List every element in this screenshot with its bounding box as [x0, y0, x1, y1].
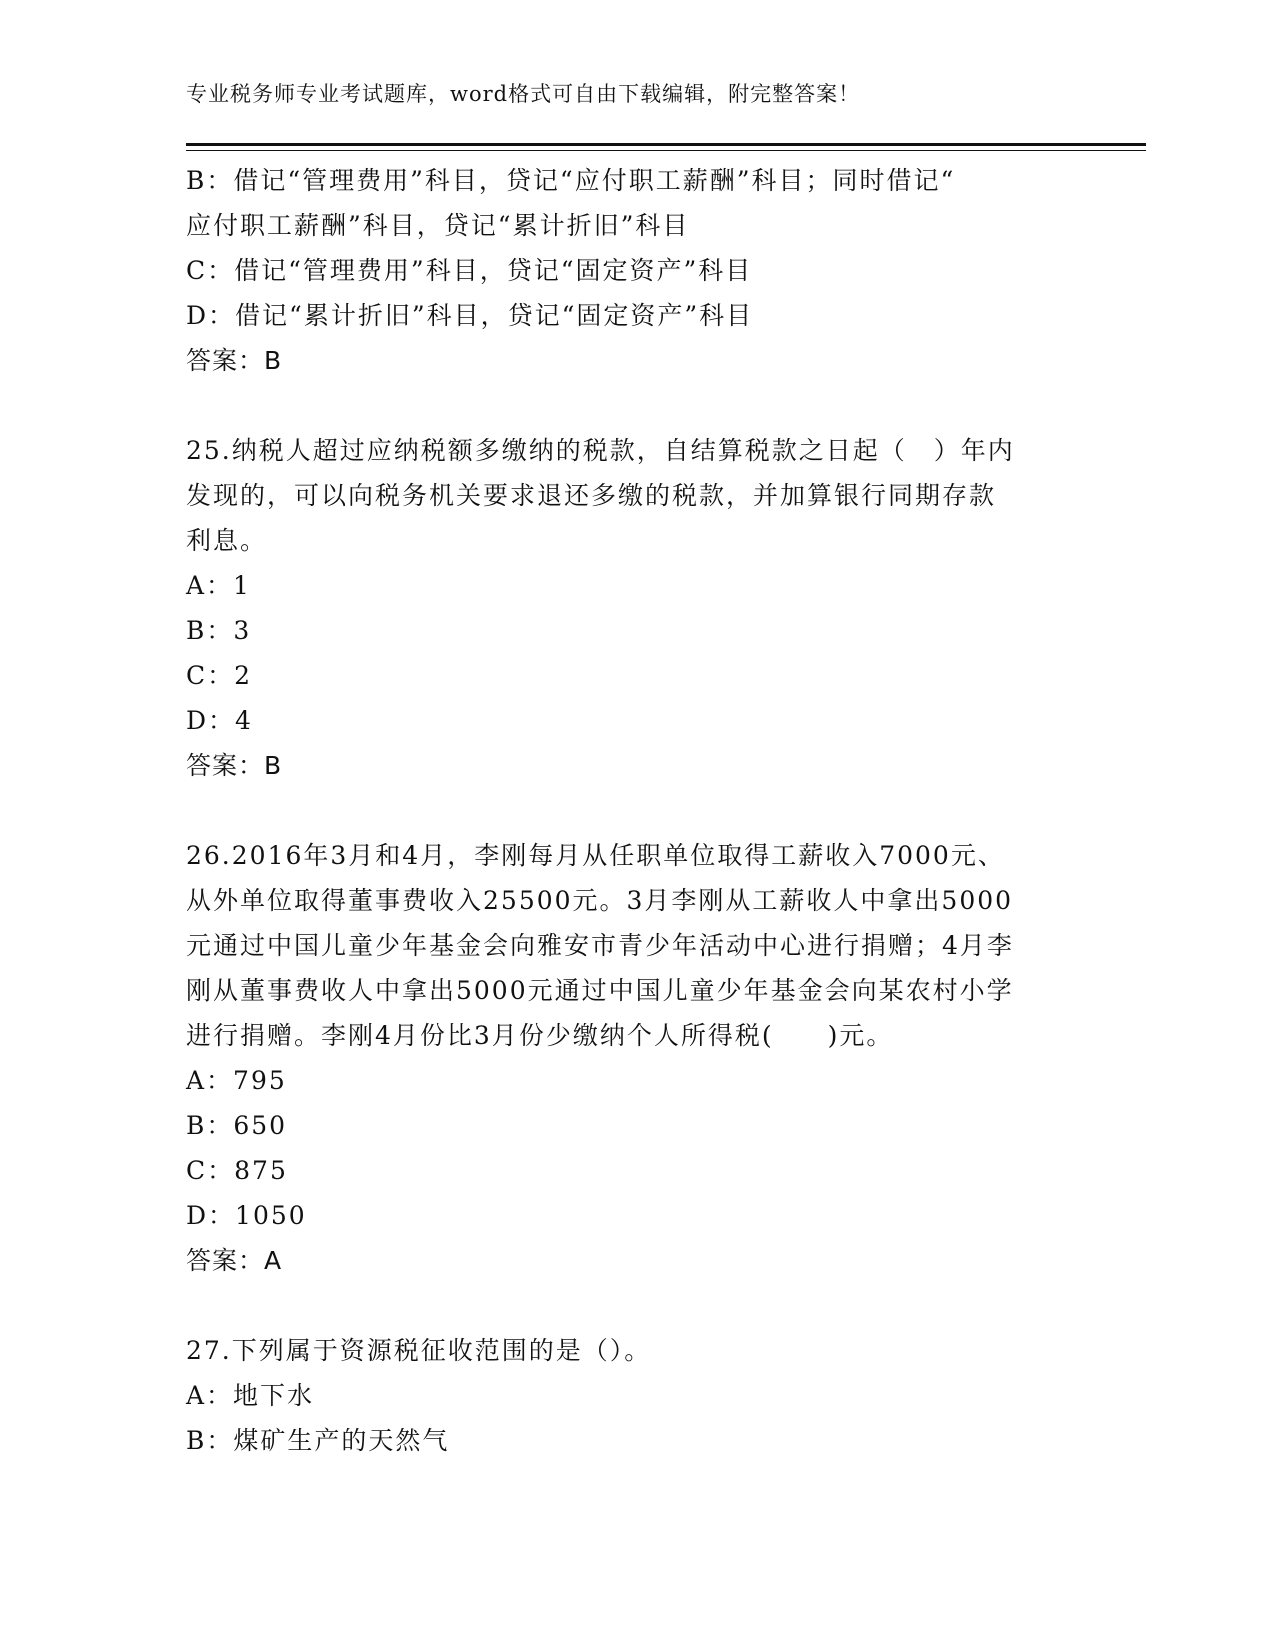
- page-header: 专业税务师专业考试题库，word格式可自由下载编辑，附完整答案！: [186, 82, 861, 106]
- option-b: B：650: [186, 1111, 288, 1140]
- option-a: A：地下水: [186, 1381, 315, 1410]
- option-d: D：借记“累计折旧”科目，贷记“固定资产”科目: [186, 301, 754, 330]
- option-b-line-1: B：借记“管理费用”科目，贷记“应付职工薪酬”科目；同时借记“: [186, 166, 956, 195]
- question-stem-line-1: 27.下列属于资源税征收范围的是（）。: [186, 1336, 652, 1365]
- option-b: B：煤矿生产的天然气: [186, 1426, 450, 1455]
- header-rule-thick: [186, 143, 1146, 146]
- spacer: [186, 1283, 1086, 1328]
- question-stem-line-2: 发现的，可以向税务机关要求退还多缴的税款，并加算银行同期存款: [186, 481, 997, 510]
- question-stem-line-5: 进行捐赠。李刚4月份比3月份少缴纳个人所得税( )元。: [186, 1021, 894, 1050]
- answer: 答案：B: [186, 751, 283, 780]
- answer: 答案：A: [186, 1246, 283, 1275]
- option-c: C：2: [186, 661, 253, 690]
- question-content: [186, 158, 1086, 1463]
- spacer: [186, 383, 1086, 428]
- option-c: C：借记“管理费用”科目，贷记“固定资产”科目: [186, 256, 753, 285]
- option-a: A：795: [186, 1066, 287, 1095]
- question-stem-line-2: 从外单位取得董事费收入25500元。3月李刚从工薪收人中拿出5000: [186, 886, 1014, 915]
- question-24: [186, 158, 1086, 383]
- question-stem-line-3: 利息。: [186, 526, 268, 555]
- question-25: [186, 428, 1086, 788]
- question-stem-line-1: 26.2016年3月和4月，李刚每月从任职单位取得工薪收入7000元、: [186, 841, 1005, 870]
- option-d: D：4: [186, 706, 253, 735]
- question-27: [186, 1328, 1086, 1463]
- option-b: B：3: [186, 616, 252, 645]
- question-stem-line-4: 刚从董事费收人中拿出5000元通过中国儿童少年基金会向某农村小学: [186, 976, 1014, 1005]
- question-stem-line-1: 25.纳税人超过应纳税额多缴纳的税款，自结算税款之日起（ ）年内: [186, 436, 1015, 465]
- option-a: A：1: [186, 571, 251, 600]
- answer: 答案：B: [186, 346, 283, 375]
- option-d: D：1050: [186, 1201, 307, 1230]
- question-26: [186, 833, 1086, 1283]
- option-c: C：875: [186, 1156, 288, 1185]
- header-rule-thin: [186, 150, 1146, 151]
- question-stem-line-3: 元通过中国儿童少年基金会向雅安市青少年活动中心进行捐赠；4月李: [186, 931, 1014, 960]
- option-b-line-2: 应付职工薪酬”科目，贷记“累计折旧”科目: [186, 211, 690, 240]
- spacer: [186, 788, 1086, 833]
